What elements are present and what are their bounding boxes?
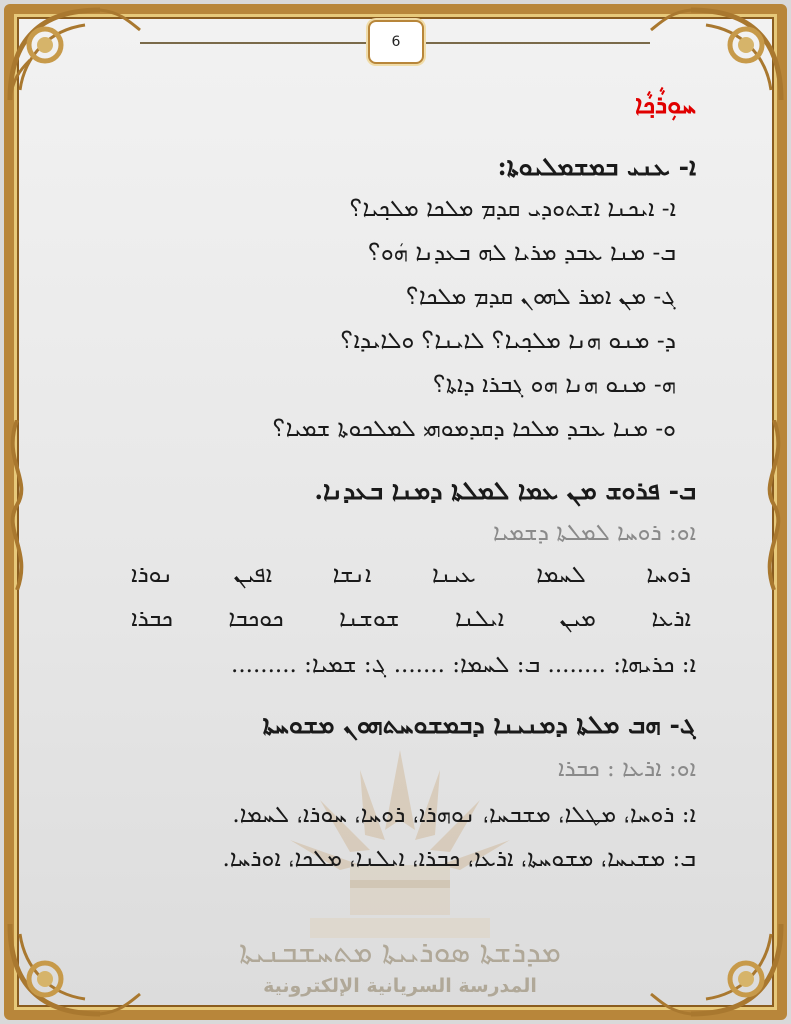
word: ܫܘܫܢܐ — [339, 606, 400, 632]
exercise-line: ܐ: ܪܘܚܐ، ܡܛܠܐ، ܡܫܒܚܐ، ܢܘܗܪܐ، ܪܘܚܐ، ܚܘܪܐ، ܠܚܡܐ. — [232, 802, 696, 828]
word: ܢܘܪܐ — [131, 562, 173, 588]
page-title: ܚܘܼܪܵܟ݂ܵܐ — [634, 90, 696, 119]
section3-example: ܐܘ: ܐܪܥܐ : ܟܒܪܐ — [557, 756, 696, 782]
word: ܟܒܪܐ — [131, 606, 173, 632]
section2-heading: ܒ- ܦܪܘܫ ܡܢ ܥܡܐ ܠܡܠܬܐ ܕܡܢܐ ܒܥܕܢܐ. — [314, 476, 696, 505]
section3-heading: ܓ- ܗܒ ܡܠܬܐ ܕܡܢܝܢܐ ܕܒܡܫܘܚܬܗܘܢ ܡܫܘܚܬܐ — [262, 710, 696, 739]
question-item: ܘ- ܡܢܐ ܥܒܕ ܡܠܟܐ ܕܩܕܡܘܗܝ ܠܡܠܟܘܬܐ ܫܡܝܐ؟ — [272, 416, 676, 442]
word: ܠܚܡܐ — [536, 562, 586, 588]
question-item: ܒ- ܡܢܐ ܥܒܕ ܡܪܝܐ ܠܗ ܒܥܕܢܐ ܗܿܘ؟ — [368, 240, 676, 266]
page-number: 6 — [368, 20, 424, 64]
question-item: ܐ- ܐܝܟܢܐ ܐܫܬܘܕܝ ܩܕܡ ܡܠܟܐ ܡܠܟ݂ܝܐ؟ — [349, 196, 676, 222]
word: ܥܝܢܐ — [431, 562, 476, 588]
watermark-arabic: المدرسة السريانية الإلكترونية — [263, 975, 537, 997]
section2-example — [493, 520, 696, 546]
word: ܐܦܝܢ — [233, 562, 273, 588]
word-row — [131, 562, 691, 588]
word-row — [131, 606, 691, 632]
word: ܐܪܥܐ — [651, 606, 691, 632]
word: ܟܘܟܒܐ — [228, 606, 284, 632]
word: ܐܢܫܐ — [332, 562, 372, 588]
exercise-line: ܒ: ܡܫܝܚܐ، ܡܫܘܚܬܐ، ܐܪܥܐ، ܟܒܪܐ، ܐܝܠܢܐ، ܡܠܟܐ، ܐܘܪܚܐ. — [222, 846, 696, 872]
answer-line: ܐ: ܟܪܝܗܐ: ........ ܒ: ܠܚܡܐ: ....... ܓ: ܫܡܝܐ: ......... — [231, 652, 696, 678]
question-item: ܗ- ܡܢܘ ܗܢܐ ܗܘ ܓܒܪܐ ܕܐܬܐ؟ — [433, 372, 676, 398]
watermark-syriac: ܡܕܪܫܬܐ ܣܘܪܝܝܬܐ ܡܬܚܫܒܢܝܬܐ — [239, 935, 561, 970]
word: ܐܝܠܢܐ — [454, 606, 505, 632]
question-item: ܕ- ܡܢܘ ܗܢܐ ܡܠܟ݂ܝܐ؟ ܠܐܝܢܐ؟ ܘܠܐܝܕܐ؟ — [340, 328, 676, 354]
example-text: ܐܘ: ܪܘܚܐ ܠܡܠܬܐ ܕܫܡܝܐ — [493, 520, 696, 546]
word: ܡܝܢ — [559, 606, 596, 632]
section1-heading: ܐ- ܥܢܝ ܒܡܫܡܠܝܘܬܐ: — [497, 152, 696, 181]
word: ܪܘܚܐ — [646, 562, 691, 588]
question-item: ܓ- ܡܢ ܐܡܪ ܠܗܘܢ ܩܕܡ ܡܠܟܐ؟ — [406, 284, 676, 310]
